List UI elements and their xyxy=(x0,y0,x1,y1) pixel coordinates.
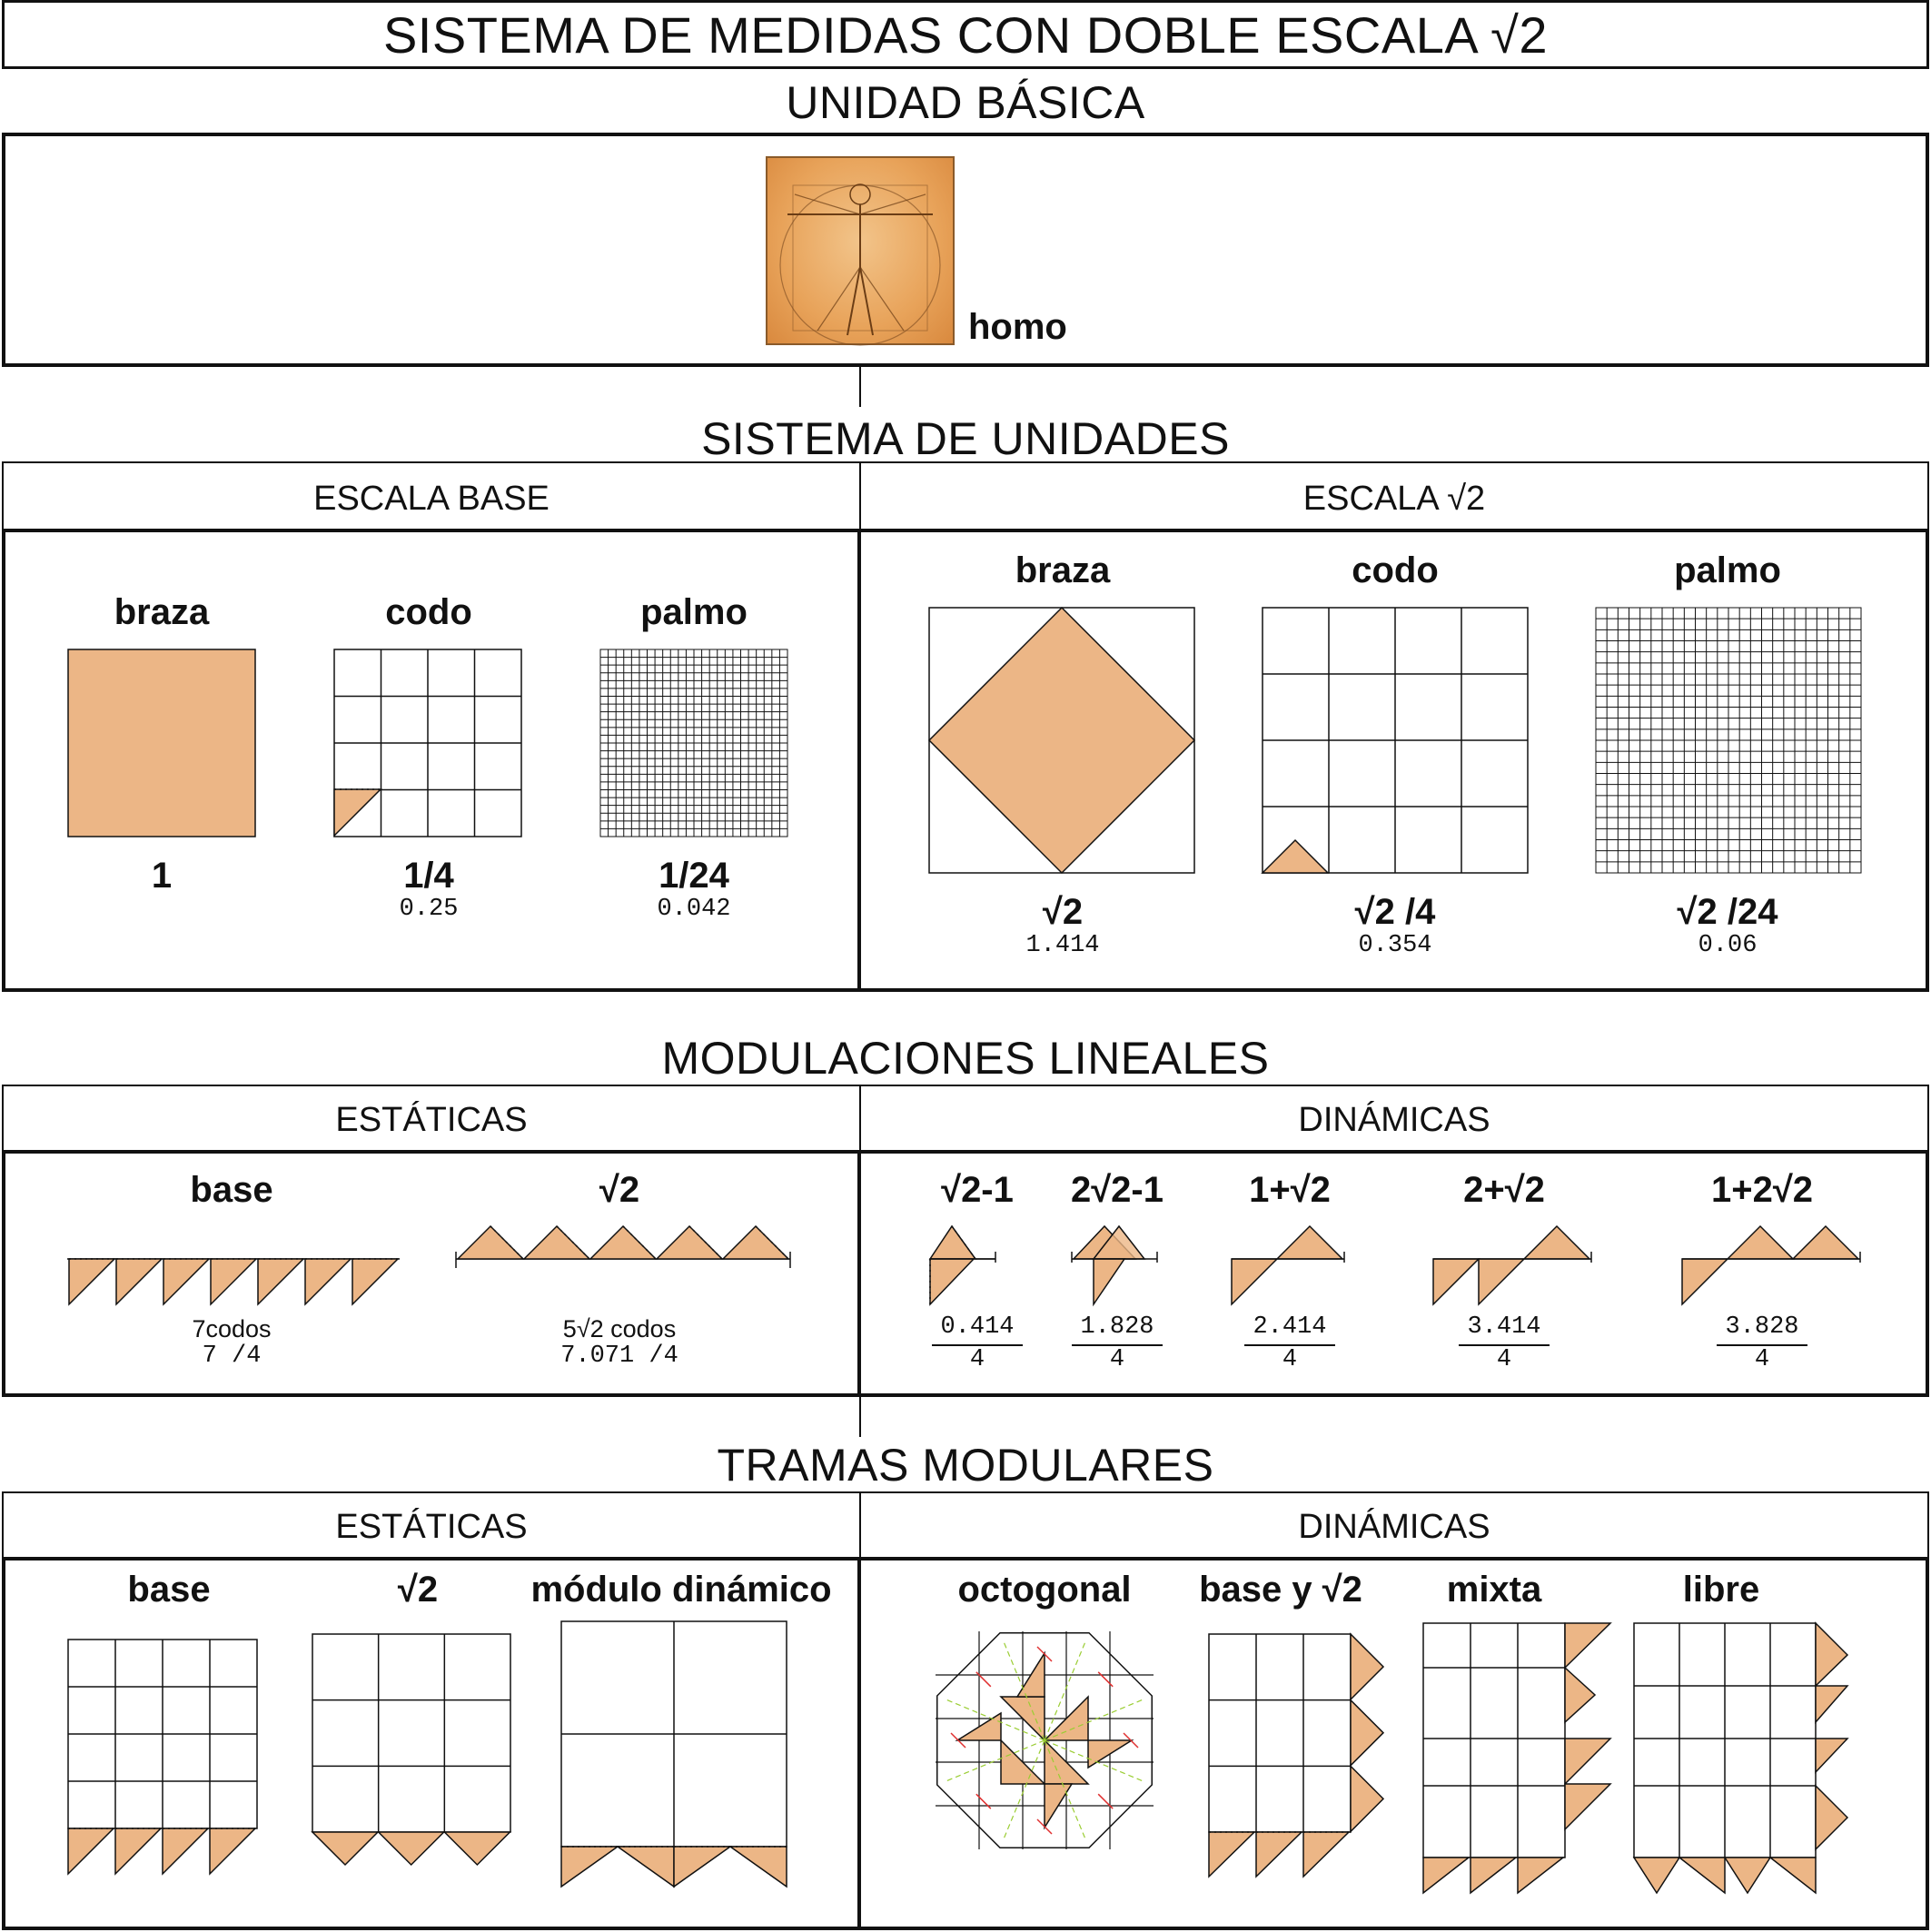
sqrt2-braza-square xyxy=(928,607,1197,876)
vitruvian-man-icon xyxy=(767,158,953,343)
sqrt2-palmo-value: √2 /24 xyxy=(1677,892,1778,932)
grid-sqrt2 xyxy=(312,1633,513,1880)
page-title: SISTEMA DE MEDIDAS CON DOBLE ESCALA √2 xyxy=(382,6,1549,64)
connector-line xyxy=(859,367,861,407)
base-braza-label: braza xyxy=(114,592,210,632)
dyn-label-1: 2√2-1 xyxy=(1070,1170,1164,1210)
sqrt2-palmo-decimal: 0.06 xyxy=(1698,932,1758,959)
dyn-strip-2 xyxy=(1230,1224,1348,1306)
linear-base-label: base xyxy=(190,1170,273,1210)
grid-mixta-label: mixta xyxy=(1446,1570,1542,1610)
base-codo-value: 1/4 xyxy=(403,856,454,896)
linear-sqrt2-label: √2 xyxy=(599,1170,640,1210)
grid-sqrt2-label: √2 xyxy=(397,1570,439,1610)
dyn-strip-4 xyxy=(1680,1224,1871,1306)
grids-title: TRAMAS MODULARES xyxy=(717,1440,1214,1491)
dyn-num-3: 3.414 xyxy=(1467,1313,1541,1341)
linear-sqrt2-caption2: 7.071 /4 xyxy=(560,1342,678,1370)
dyn-label-4: 1+2√2 xyxy=(1710,1170,1814,1210)
connector-line-2 xyxy=(859,1397,861,1437)
grids-static-heading: ESTÁTICAS xyxy=(335,1508,528,1546)
dyn-den-1: 4 xyxy=(1072,1344,1163,1373)
dyn-num-2: 2.414 xyxy=(1253,1313,1327,1341)
linear-sqrt2-strip xyxy=(454,1224,799,1279)
vitruvian-man-image xyxy=(766,156,955,345)
dyn-strip-0 xyxy=(928,1224,1001,1306)
linear-title: MODULACIONES LINEALES xyxy=(661,1033,1270,1084)
dyn-num-4: 3.828 xyxy=(1725,1313,1799,1341)
grid-base-label: base xyxy=(127,1570,211,1610)
base-codo-label: codo xyxy=(385,592,472,632)
dyn-num-1: 1.828 xyxy=(1080,1313,1154,1341)
base-palmo-decimal: 0.042 xyxy=(657,896,731,923)
sqrt2-codo-decimal: 0.354 xyxy=(1358,932,1432,959)
dyn-den-2: 4 xyxy=(1244,1344,1335,1373)
grid-octo-label: octogonal xyxy=(957,1570,1132,1610)
grid-module xyxy=(560,1620,789,1889)
linear-dynamic-heading: DINÁMICAS xyxy=(1298,1101,1490,1139)
homo-label: homo xyxy=(968,307,1067,347)
sqrt2-codo-grid xyxy=(1262,607,1530,876)
sqrt2-palmo-grid xyxy=(1595,607,1864,876)
units-title: SISTEMA DE UNIDADES xyxy=(701,413,1230,464)
escala-sqrt2-heading: ESCALA √2 xyxy=(1302,480,1486,518)
dyn-label-3: 2+√2 xyxy=(1463,1170,1545,1210)
base-palmo-label: palmo xyxy=(640,592,748,632)
base-braza-square xyxy=(67,649,256,837)
sqrt2-braza-label: braza xyxy=(1015,550,1111,590)
escala-base-heading: ESCALA BASE xyxy=(313,480,550,518)
linear-static-heading: ESTÁTICAS xyxy=(335,1101,528,1139)
dyn-den-0: 4 xyxy=(932,1344,1023,1373)
basic-unit-title: UNIDAD BÁSICA xyxy=(786,77,1145,128)
base-palmo-grid xyxy=(599,649,788,837)
dyn-strip-1 xyxy=(1070,1224,1161,1306)
dyn-label-2: 1+√2 xyxy=(1249,1170,1331,1210)
sqrt2-braza-value: √2 xyxy=(1042,892,1084,932)
basic-unit-box xyxy=(2,133,1929,367)
base-palmo-value: 1/24 xyxy=(659,856,729,896)
base-codo-grid xyxy=(333,649,522,837)
grid-libre xyxy=(1633,1622,1851,1895)
grid-base-y-sqrt2 xyxy=(1208,1633,1399,1906)
sqrt2-codo-label: codo xyxy=(1352,550,1439,590)
grid-libre-label: libre xyxy=(1682,1570,1760,1610)
grid-mixta xyxy=(1422,1622,1613,1895)
grids-dynamic-heading: DINÁMICAS xyxy=(1298,1508,1490,1546)
sqrt2-codo-value: √2 /4 xyxy=(1354,892,1436,932)
grid-octogonal xyxy=(926,1622,1164,1860)
dyn-den-4: 4 xyxy=(1717,1344,1807,1373)
base-codo-decimal: 0.25 xyxy=(399,896,459,923)
dyn-den-3: 4 xyxy=(1459,1344,1550,1373)
dyn-label-0: √2-1 xyxy=(941,1170,1014,1210)
base-braza-value: 1 xyxy=(151,856,173,896)
dyn-strip-3 xyxy=(1431,1224,1595,1306)
sqrt2-palmo-label: palmo xyxy=(1674,550,1781,590)
linear-base-strip xyxy=(67,1257,403,1312)
grid-module-label: módulo dinámico xyxy=(530,1570,832,1610)
grid-base xyxy=(67,1639,260,1886)
linear-sqrt2-caption1: 5√2 codos xyxy=(562,1315,677,1342)
grid-basesqrt2-label: base y √2 xyxy=(1199,1570,1362,1610)
linear-base-caption1: 7codos xyxy=(192,1315,272,1342)
dyn-num-0: 0.414 xyxy=(940,1313,1015,1341)
sqrt2-braza-decimal: 1.414 xyxy=(1025,932,1100,959)
linear-base-caption2: 7 /4 xyxy=(202,1342,262,1370)
